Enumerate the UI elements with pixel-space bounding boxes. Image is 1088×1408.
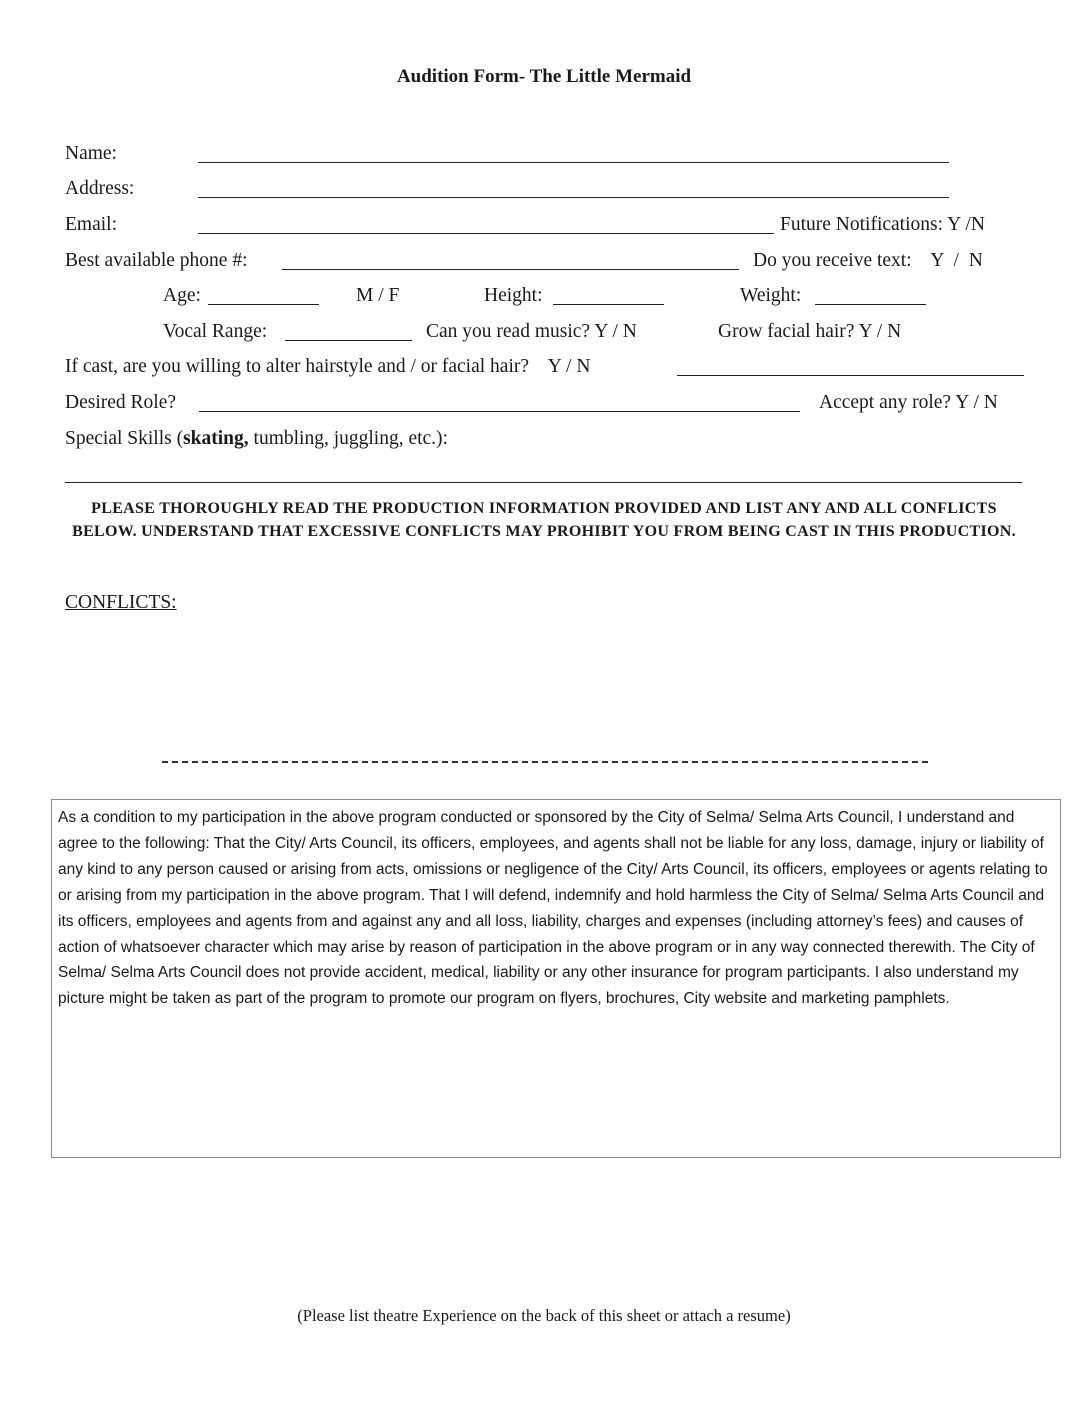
facial-hair-label: Grow facial hair? Y / N [718,321,902,342]
desired-role-label: Desired Role? [65,392,177,413]
special-skills-bold: skating, [183,428,249,449]
conflicts-label: CONFLICTS: [65,592,177,613]
conflicts-area[interactable] [65,622,1022,742]
future-notifications-label: Future Notifications: Y /N [780,214,985,235]
address-field[interactable] [198,197,949,198]
email-label: Email: [65,214,117,235]
address-label: Address: [65,178,135,199]
liability-waiver: As a condition to my participation in the above program conducted or sponsored by the City of Selma/ Selma Arts Council, I understand and agree to the following: That the City/ Arts Council, its officers, employees, and agents shall not be liable for any loss, damage, injury or liability of any kind to any person caused or arising from acts, omissions or negligence of the City/ Arts Council, its officers, employees or agents relating to or arising from my participation in the above program. That I will defend, indemnify and hold harmless the City of Selma/ Selma Arts Council and its officers, employees and agents from and against any and all loss, liability, charges and expenses (including attorney’s fees) and causes of action of whatsoever character which may arise by reason of participation in the above program or in any way connected therewith. The City of Selma/ Selma Arts Council does not provide accident, medical, liability or any other insurance for program participants. I also understand my picture might be taken as part of the program to promote our program on flyers, brochures, City website and marketing pamphlets. [51,799,1061,1158]
email-field[interactable] [198,233,774,234]
age-label: Age: [163,285,201,306]
phone-field[interactable] [282,269,739,270]
name-label: Name: [65,143,117,164]
weight-field[interactable] [815,304,926,305]
height-label: Height: [484,285,543,306]
vocal-range-field[interactable] [285,340,412,341]
weight-label: Weight: [740,285,802,306]
alter-hair-field[interactable] [677,375,1024,376]
form-title: Audition Form- The Little Mermaid [396,66,692,87]
special-skills-suffix: tumbling, juggling, etc.): [248,428,448,449]
accept-role-label: Accept any role? Y / N [819,392,998,413]
special-skills-label [65,427,448,451]
vocal-range-label: Vocal Range: [163,321,268,342]
special-skills-prefix: Special Skills ( [65,428,184,449]
alter-hair-label: If cast, are you willing to alter hairstyle and / or facial hair? Y / N [65,356,591,377]
special-skills-field[interactable] [65,482,1022,483]
conflicts-notice: PLEASE THOROUGHLY READ THE PRODUCTION INFORMATION PROVIDED AND LIST ANY AND ALL CONFLICTS BELOW. UNDERSTAND THAT EXCESSIVE CONFLICTS MAY PROHIBIT YOU FROM BEING CAST IN THIS PRODUCTION. [72,500,1016,540]
desired-role-field[interactable] [199,411,800,412]
phone-label: Best available phone #: [65,250,248,271]
dashed-divider [162,761,928,763]
name-field[interactable] [198,162,949,163]
height-field[interactable] [553,304,664,305]
gender-label: M / F [356,285,400,306]
age-field[interactable] [208,304,319,305]
read-music-label: Can you read music? Y / N [426,321,637,342]
footer-note: (Please list theatre Experience on the back of this sheet or attach a resume) [297,1306,791,1325]
receive-text-label: Do you receive text: Y / N [753,250,983,271]
